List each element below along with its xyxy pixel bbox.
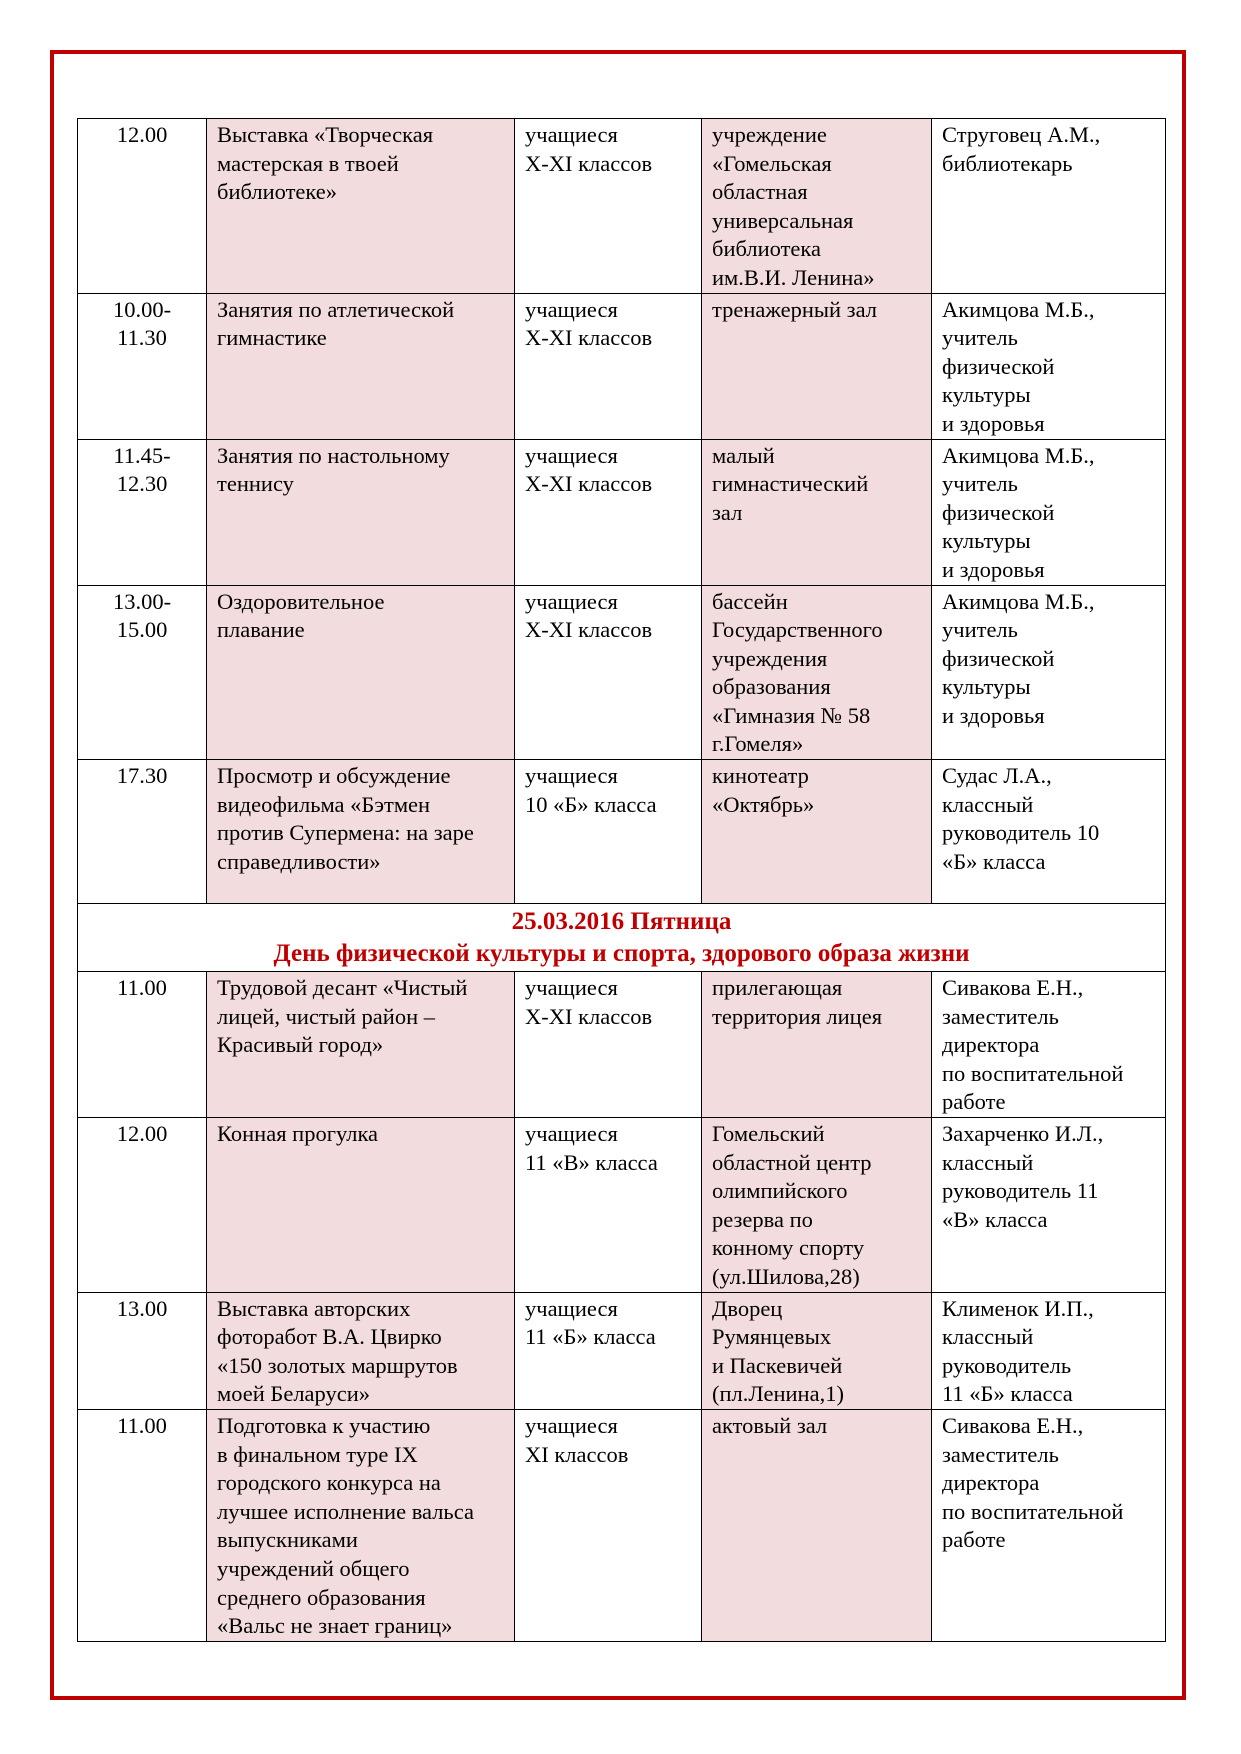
- responsible-cell: Судас Л.А., классный руководитель 10 «Б» класса: [932, 760, 1166, 904]
- place-cell: малый гимнастический зал: [702, 439, 932, 585]
- participants-cell: учащиеся X-XI классов: [515, 972, 702, 1118]
- participants-cell: учащиеся X-XI классов: [515, 293, 702, 439]
- event-cell: Подготовка к участию в финальном туре IX городского конкурса на лучшее исполнение вальса выпускниками учреждений общего среднего образования «Вальс не знает границ»: [207, 1409, 515, 1641]
- place-cell: Гомельский областной центр олимпийского резерва по конному спорту (ул.Шилова,28): [702, 1118, 932, 1293]
- participants-cell: учащиеся XI классов: [515, 1409, 702, 1641]
- day-header-row: [78, 904, 1166, 972]
- time-cell: 17.30: [78, 760, 207, 904]
- event-cell: Выставка авторских фоторабот В.А. Цвирко «150 золотых маршрутов моей Беларуси»: [207, 1292, 515, 1409]
- responsible-cell: Акимцова М.Б., учитель физической культуры и здоровья: [932, 293, 1166, 439]
- place-cell: тренажерный зал: [702, 293, 932, 439]
- event-cell: Выставка «Творческая мастерская в твоей библиотеке»: [207, 119, 515, 294]
- table-row: [78, 760, 1166, 904]
- table-row: [78, 119, 1166, 294]
- participants-cell: учащиеся 10 «Б» класса: [515, 760, 702, 904]
- place-cell: прилегающая территория лицея: [702, 972, 932, 1118]
- event-cell: Конная прогулка: [207, 1118, 515, 1293]
- table-row: [78, 1118, 1166, 1293]
- responsible-cell: Акимцова М.Б., учитель физической культуры и здоровья: [932, 439, 1166, 585]
- place-cell: актовый зал: [702, 1409, 932, 1641]
- place-cell: бассейн Государственного учреждения образования «Гимназия № 58 г.Гомеля»: [702, 585, 932, 760]
- event-cell: Трудовой десант «Чистый лицей, чистый район – Красивый город»: [207, 972, 515, 1118]
- table-row: [78, 1292, 1166, 1409]
- table-row: [78, 585, 1166, 760]
- event-cell: Занятия по настольному теннису: [207, 439, 515, 585]
- place-cell: Дворец Румянцевых и Паскевичей (пл.Ленина,1): [702, 1292, 932, 1409]
- participants-cell: учащиеся X-XI классов: [515, 439, 702, 585]
- participants-cell: учащиеся 11 «В» класса: [515, 1118, 702, 1293]
- participants-cell: учащиеся X-XI классов: [515, 119, 702, 294]
- table-row: [78, 1409, 1166, 1641]
- event-cell: Занятия по атлетической гимнастике: [207, 293, 515, 439]
- day-date: 25.03.2016 Пятница: [511, 908, 732, 936]
- responsible-cell: Клименок И.П., классный руководитель 11 «Б» класса: [932, 1292, 1166, 1409]
- participants-cell: учащиеся X-XI классов: [515, 585, 702, 760]
- table-row: [78, 972, 1166, 1118]
- day-theme: День физической культуры и спорта, здорового образа жизни: [273, 940, 970, 968]
- participants-cell: учащиеся 11 «Б» класса: [515, 1292, 702, 1409]
- time-cell: 11.45- 12.30: [78, 439, 207, 585]
- place-cell: учреждение «Гомельская областная универсальная библиотека им.В.И. Ленина»: [702, 119, 932, 294]
- time-cell: 11.00: [78, 1409, 207, 1641]
- time-cell: 12.00: [78, 1118, 207, 1293]
- time-cell: 12.00: [78, 119, 207, 294]
- table-row: [78, 439, 1166, 585]
- responsible-cell: Захарченко И.Л., классный руководитель 11 «В» класса: [932, 1118, 1166, 1293]
- time-cell: 13.00: [78, 1292, 207, 1409]
- responsible-cell: Сивакова Е.Н., заместитель директора по воспитательной работе: [932, 1409, 1166, 1641]
- responsible-cell: Сивакова Е.Н., заместитель директора по воспитательной работе: [932, 972, 1166, 1118]
- time-cell: 11.00: [78, 972, 207, 1118]
- time-cell: 13.00- 15.00: [78, 585, 207, 760]
- time-cell: 10.00- 11.30: [78, 293, 207, 439]
- schedule-table: [77, 118, 1166, 1642]
- responsible-cell: Струговец А.М., библиотекарь: [932, 119, 1166, 294]
- event-cell: Просмотр и обсуждение видеофильма «Бэтмен против Супермена: на заре справедливости»: [207, 760, 515, 904]
- responsible-cell: Акимцова М.Б., учитель физической культуры и здоровья: [932, 585, 1166, 760]
- day-header: [78, 904, 1166, 972]
- place-cell: кинотеатр «Октябрь»: [702, 760, 932, 904]
- event-cell: Оздоровительное плавание: [207, 585, 515, 760]
- table-row: [78, 293, 1166, 439]
